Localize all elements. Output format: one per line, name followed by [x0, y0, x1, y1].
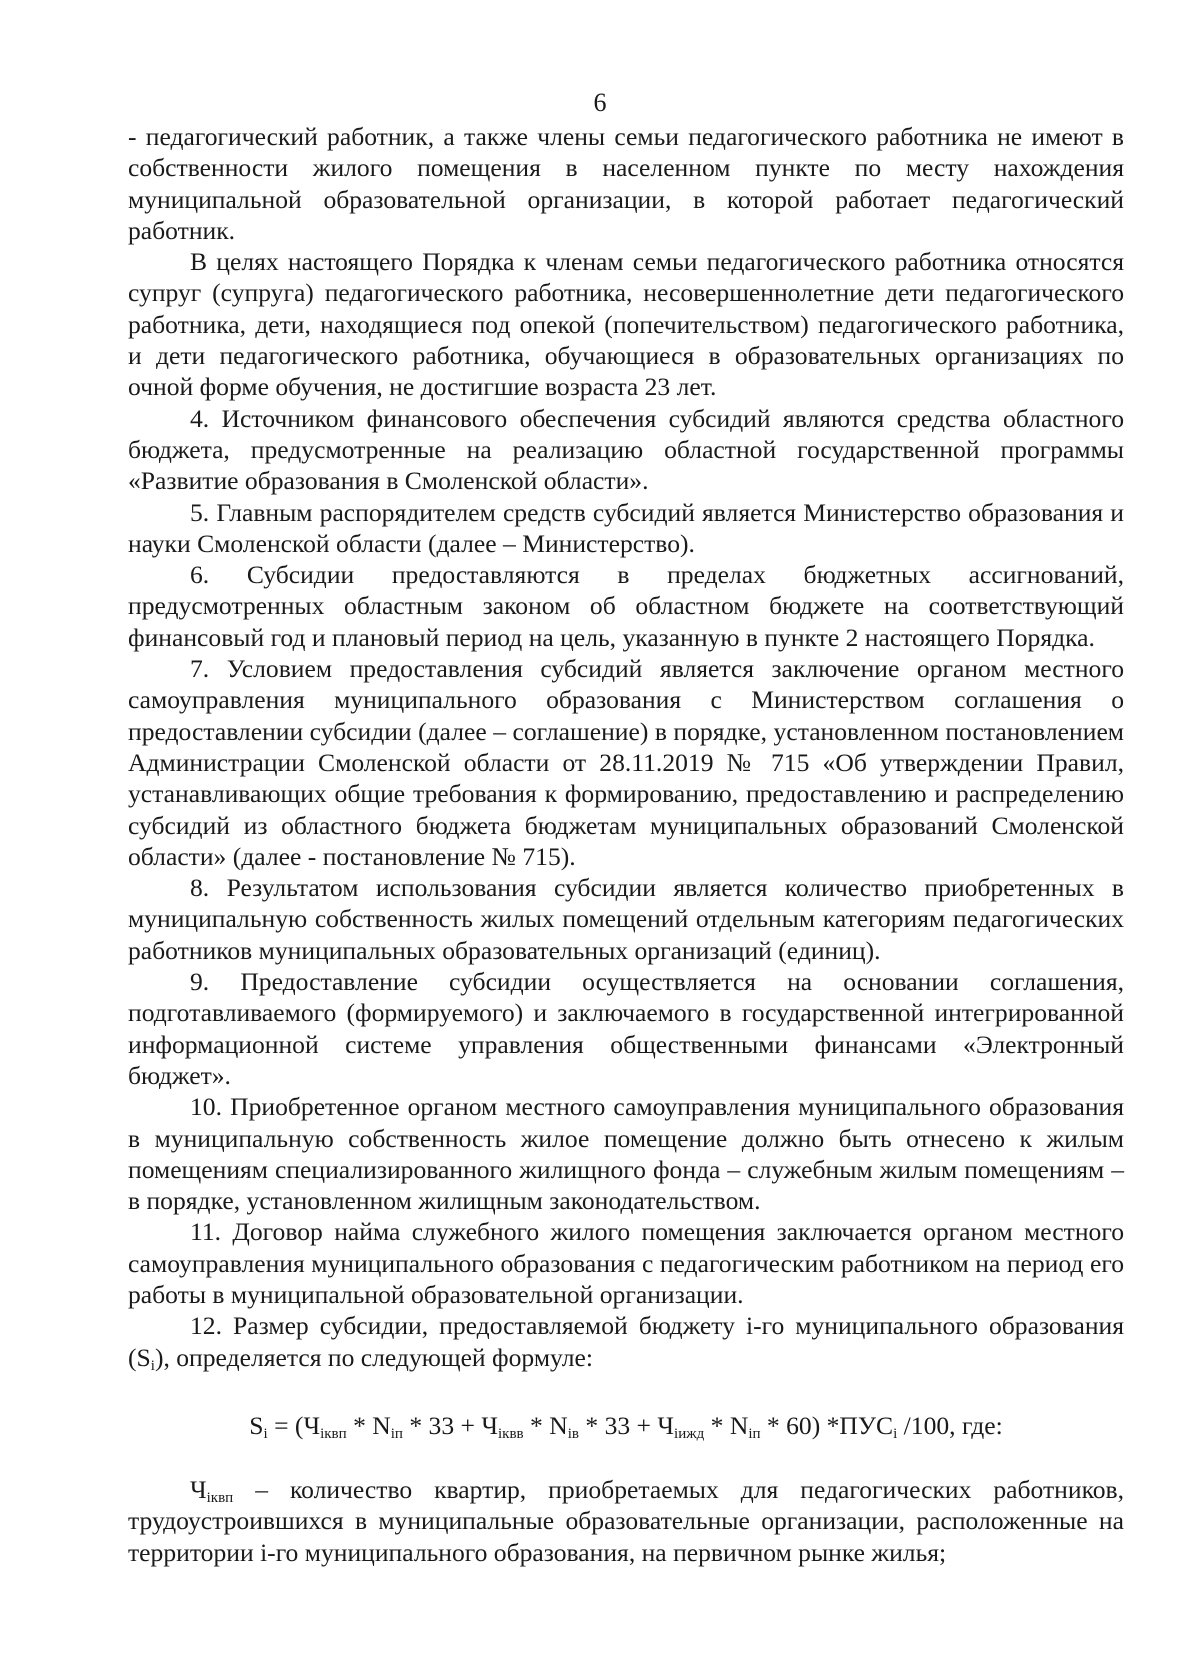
paragraph-6-budget-limits: 6. Субсидии предоставляются в пределах бюджетных ассигнований, предусмотренных областным законом об областном бюджете на соответствующий финансовый год и плановый период на цель, указанную в пункте 2 настоящего Порядка.: [128, 560, 1124, 652]
definition-ch-ikvp: $Ч_{iквп}$ – количество квартир, приобретаемых для педагогических работников, трудоустроившихся в муниципальные образовательные организации, расположенные на территории i-го муниципального образования, на первичном рынке жилья;: [128, 1475, 1124, 1567]
subsidy-formula: $S_i = (Ч_{iквп} * N_{iп} * 33 + Ч_{iквв} * N_{iв} * 33 + Ч_{iижд} * N_{iп} * 60)$ $*ПУС_i$ /100, где:: [249, 1410, 1003, 1442]
paragraph-condition-no-housing: - педагогический работник, а также члены семьи педагогического работника не имеют в собственности жилого помещения в населенном пункте по месту нахождения муниципальной образовательной организации, в которой работает педагогический работник.: [128, 122, 1124, 245]
paragraph-9-electronic-budget: 9. Предоставление субсидии осуществляется на основании соглашения, подготавливаемого (формируемого) и заключаемого в государственной интегрированной информационной системе управления общественными финансами «Электронный бюджет».: [128, 967, 1124, 1090]
paragraph-8-result: 8. Результатом использования субсидии является количество приобретенных в муниципальную собственность жилых помещений отдельным категориям педагогических работников муниципальных образовательных организаций (единиц).: [128, 873, 1124, 965]
paragraph-7-agreement-condition: 7. Условием предоставления субсидий является заключение органом местного самоуправления муниципального образования с Министерством соглашения о предоставлении субсидии (далее – соглашение) в порядке, установленном постановлением Администрации Смоленской области от 28.11.2019 № 715 «Об утверждении Правил, устанавливающих общие требования к формированию, предоставлению и распределению субсидий из областного бюджета бюджетам муниципальных образований Смоленской области» (далее - постановление № 715).: [128, 654, 1124, 871]
document-body: [128, 121, 1124, 1568]
paragraph-12-subsidy-size: 12. Размер субсидии, предоставляемой бюджету i-го муниципального образования $(S_i)$, определяется по следующей формуле:: [128, 1311, 1124, 1374]
paragraph-family-members: В целях настоящего Порядка к членам семьи педагогического работника относятся супруг (супруга) педагогического работника, несовершеннолетние дети педагогического работника, дети, находящиеся под опекой (попечительством) педагогического работника, и дети педагогического работника, обучающиеся в образовательных организациях по очной форме обучения, не достигшие возраста 23 лет.: [128, 247, 1124, 402]
paragraph-11-lease-contract: 11. Договор найма служебного жилого помещения заключается органом местного самоуправления муниципального образования с педагогическим работником на период его работы в муниципальной образовательной организации.: [128, 1217, 1124, 1309]
paragraph-4-funding-source: 4. Источником финансового обеспечения субсидий являются средства областного бюджета, предусмотренные на реализацию областной государственной программы «Развитие образования в Смоленской области».: [128, 403, 1124, 496]
paragraph-10-service-housing: 10. Приобретенное органом местного самоуправления муниципального образования в муниципальную собственность жилое помещение должно быть отнесено к жилым помещениям специализированного жилищного фонда – служебным жилым помещениям – в порядке, установленном жилищным законодательством.: [128, 1092, 1124, 1216]
page-number: 6: [593, 88, 607, 117]
paragraph-5-main-manager: 5. Главным распорядителем средств субсидий является Министерство образования и науки Смоленской области (далее – Министерство).: [128, 497, 1124, 558]
